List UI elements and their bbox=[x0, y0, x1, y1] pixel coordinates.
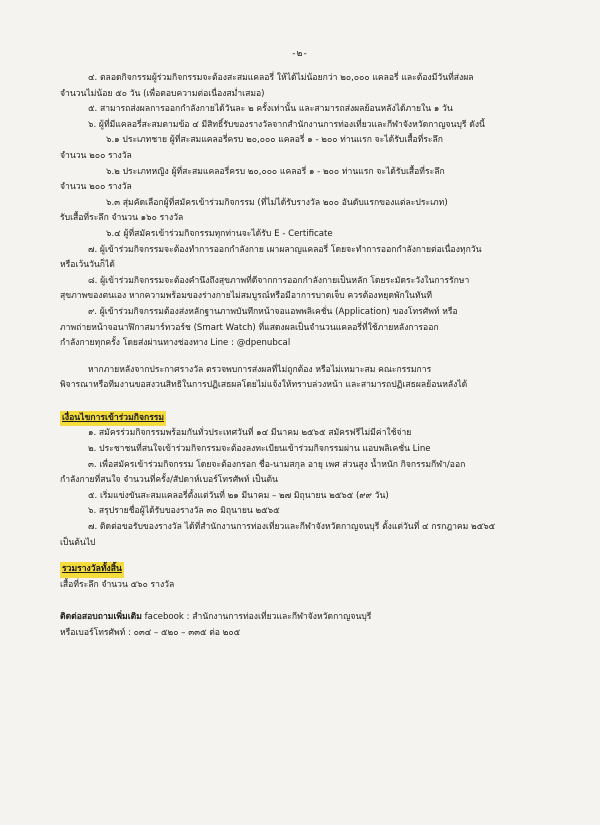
prizes-heading: รวมรางวัลทั้งสิ้น bbox=[60, 562, 124, 578]
page-number: -๒- bbox=[292, 49, 308, 59]
rules-list-b bbox=[60, 243, 532, 352]
sub-item-sub61-cont: จำนวน ๒๐๐ รางวัล bbox=[60, 150, 132, 161]
list-item-c5-line-1: ๕. เริ่มแข่งขันสะสมแคลอรี่ตั้งแต่วันที่ ๒๑ มีนาคม – ๒๗ มิถุนายน ๒๕๖๕ (๙๙ วัน) bbox=[88, 490, 389, 501]
conditions-list bbox=[60, 426, 532, 551]
contact-facebook: facebook : สำนักงานการท่องเที่ยวและกีฬาจังหวัดกาญจนบุรี bbox=[141, 612, 372, 623]
document-body bbox=[60, 71, 532, 642]
sub-item-sub64: ๖.๔ ผู้ที่สมัครเข้าร่วมกิจกรรมทุกท่านจะได้รับ E - Certificate bbox=[106, 228, 333, 239]
sub-item-sub61: ๖.๑ ประเภทชาย ผู้ที่สะสมแคลอรี่ครบ ๒๐,๐๐๐ แคลอรี่ ๑ - ๒๐๐ ท่านแรก จะได้รับเสื้อที่ระลึก bbox=[106, 135, 443, 146]
rules-list-a bbox=[60, 71, 532, 133]
list-item-item7-line-2: หรือเว้นวันก็ได้ bbox=[60, 260, 115, 271]
sub-item-sub62: ๖.๒ ประเภทหญิง ผู้ที่สะสมแคลอรี่ครบ ๒๐,๐๐๐ แคลอรี่ ๑ - ๒๐๐ ท่านแรก จะได้รับเสื้อที่ระลึก bbox=[106, 166, 445, 177]
conditions-heading: เงื่อนไขการเข้าร่วมกิจกรรม bbox=[60, 411, 166, 427]
contact-label: ติดต่อสอบถามเพิ่มเติม bbox=[60, 612, 142, 623]
list-item-c6-line-1: ๖. สรุปรายชื่อผู้ได้รับของรางวัล ๓๐ มิถุนายน ๒๕๖๕ bbox=[88, 506, 280, 517]
list-item-c1-line-1: ๑. สมัครร่วมกิจกรรมพร้อมกันทั่วประเทศวันที่ ๑๔ มีนาคม ๒๕๖๕ สมัครฟรีไม่มีค่าใช้จ่าย bbox=[88, 428, 412, 439]
list-item-c7-line-2: เป็นต้นไป bbox=[60, 537, 96, 548]
list-item-item9-line-1: ๙. ผู้เข้าร่วมกิจกรรมต้องส่งหลักฐานภาพบันทึกหน้าจอแอพพลิเคชั่น (Application) ของโทรศัพท์ หรือ bbox=[88, 306, 458, 317]
list-item-c3-line-2: กำลังกายที่สนใจ จำนวนที่ครั้ง/สัปดาห์เบอร์โทรศัพท์ เป็นต้น bbox=[60, 475, 278, 486]
list-item-c2-line-1: ๒. ประชาชนที่สนใจเข้าร่วมกิจกรรมจะต้องลงทะเบียนเข้าร่วมกิจกรรมผ่าน แอบพลิเคชั่น Line bbox=[88, 444, 431, 455]
contact-line-1 bbox=[60, 610, 532, 626]
list-item-item9-line-2: ภาพถ่ายหน้าจอนาฬิกาสมาร์ทวอร์ช (Smart Watch) ที่แสดงผลเป็นจำนวนแคลอรี่ที่ใช้ภายหลังการออก bbox=[60, 322, 439, 333]
list-item-item4-line-1: ๔. ตลอดกิจกรรมผู้ร่วมกิจกรรมจะต้องสะสมแคลอรี่ ให้ได้ไม่น้อยกว่า ๒๐,๐๐๐ แคลอรี่ และต้องมีวันที่ส่งผล bbox=[88, 73, 474, 83]
list-item-c7-line-1: ๗. ติดต่อขอรับของรางวัล ได้ที่สำนักงานการท่องเที่ยวและกีฬาจังหวัดกาญจนบุรี ตั้งแต่วันที่ ๔ กรกฎาคม ๒๕๖๕ bbox=[88, 522, 496, 533]
list-item-item9-line-3: กำลังกายทุกครั้ง โดยส่งผ่านทางช่องทาง Line : @dpenubcal bbox=[60, 338, 291, 349]
notice-line-1: หากภายหลังจากประกาศรางวัล ตรวจพบการส่งผลที่ไม่ถูกต้อง หรือไม่เหมาะสม คณะกรรมการ bbox=[88, 364, 432, 375]
sub-item-sub62-cont: จำนวน ๒๐๐ รางวัล bbox=[60, 182, 132, 193]
list-item-item5-line-1: ๕. สามารถส่งผลการออกกำลังกายได้วันละ ๒ ครั้งเท่านั้น และสามารถส่งผลย้อนหลังได้ภายใน ๑ วัน bbox=[88, 104, 453, 115]
list-item-item8-line-1: ๘. ผู้เข้าร่วมกิจกรรมจะต้องคำนึงถึงสุขภาพที่ดีจากการออกกำลังกายเป็นหลัก โดยระมัดระวังในการรักษา bbox=[88, 275, 470, 286]
list-item-c3-line-1: ๓. เพื่อสมัครเข้าร่วมกิจกรรม โดยจะต้องกรอก ชื่อ-นามสกุล อายุ เพศ ส่วนสูง น้ำหนัก กิจกรรมกีฬา/ออก bbox=[88, 459, 466, 470]
contact-line-2: หรือเบอร์โทรศัพท์ : ๐๓๔ – ๕๒๐ – ๓๓๕ ต่อ ๒๐๕ bbox=[60, 628, 241, 638]
sub-item-sub63-cont: รับเสื้อที่ระลึก จำนวน ๑๖๐ รางวัล bbox=[60, 213, 184, 224]
sub-item-sub63: ๖.๓ สุ่มคัดเลือกผู้ที่สมัครเข้าร่วมกิจกรรม (ที่ไม่ได้รับรางวัล ๒๐๐ อันดับแรกของแต่ละประเภท) bbox=[106, 197, 448, 208]
prize-sub-list bbox=[60, 133, 532, 242]
list-item-item8-line-2: สุขภาพของตนเอง หากความพร้อมของร่างกายไม่สมบูรณ์หรือมีอาการบาดเจ็บ ควรต้องหยุดพักในทันที bbox=[60, 291, 433, 302]
list-item-item6-line-1: ๖. ผู้ที่มีแคลอรี่สะสมตามข้อ ๔ มีสิทธิ์รับของรางวัลจากสำนักงานการท่องเที่ยวและกีฬาจังหวัดกาญจนบุรี ดังนี้ bbox=[88, 119, 485, 130]
list-item-item7-line-1: ๗. ผู้เข้าร่วมกิจกรรมจะต้องทำการออกกำลังกาย เผาผลาญแคลอรี่ โดยจะทำการออกกำลังกายต่อเนื่องทุกวัน bbox=[88, 244, 482, 255]
list-item-item4-line-2: จำนวนไม่น้อย ๕๐ วัน (เพื่อตอบความต่อเนื่องสม่ำเสมอ) bbox=[60, 88, 265, 99]
notice-line-2: พิจารณาหรือทีมงานขอสงวนสิทธิในการปฏิเสธผลโดยไม่แจ้งให้ทราบล่วงหน้า และสามารถปฏิเสธผลย้อนหลังได้ bbox=[60, 380, 468, 391]
prizes-text: เสื้อที่ระลึก จำนวน ๕๖๐ รางวัล bbox=[60, 579, 175, 590]
